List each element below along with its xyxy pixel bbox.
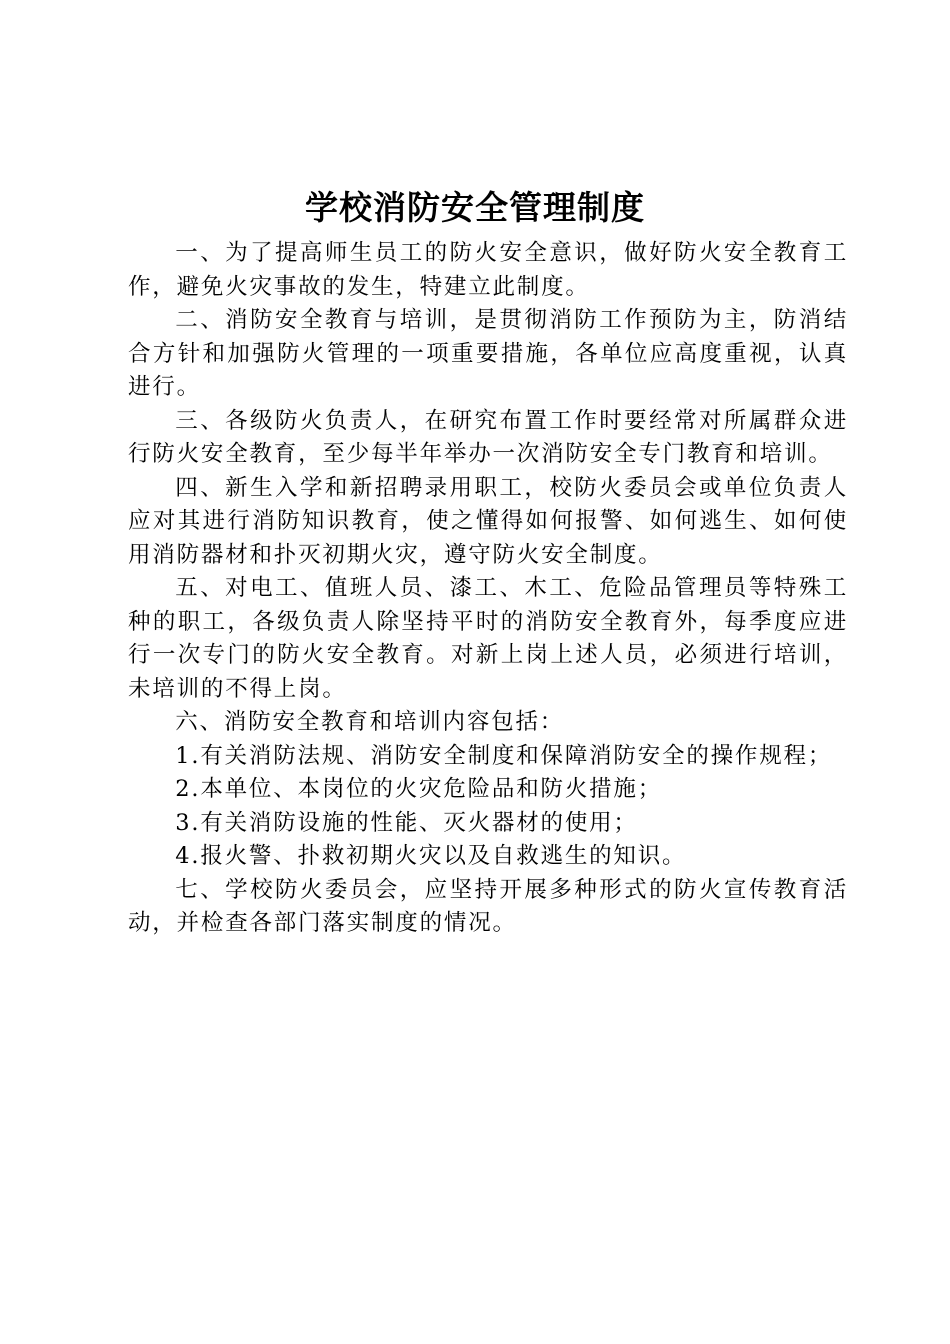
paragraph-4: 四、新生入学和新招聘录用职工，校防火委员会或单位负责人应对其进行消防知识教育，使之懂得如何报警、如何逃生、如何使用消防器材和扑灭初期火灾，遵守防火安全制度。: [128, 474, 848, 568]
paragraph-6: 六、消防安全教育和培训内容包括：: [175, 709, 565, 735]
paragraph-5: 五、对电工、值班人员、漆工、木工、危险品管理员等特殊工种的职工，各级负责人除坚持平时的消防安全教育外，每季度应进行一次专门的防火安全教育。对新上岗上述人员，必须进行培训，未培训的不得上岗。: [128, 575, 848, 702]
list-item-4: 4.报火警、扑救初期火灾以及自救逃生的知识。: [175, 843, 687, 869]
list-item-1: 1.有关消防法规、消防安全制度和保障消防安全的操作规程；: [175, 742, 833, 769]
document-body: [128, 237, 848, 941]
paragraph-7: 七、学校防火委员会，应坚持开展多种形式的防火宣传教育活动，并检查各部门落实制度的情况。: [128, 876, 848, 936]
list-item-2: 2.本单位、本岗位的火灾危险品和防火措施；: [175, 776, 663, 802]
document-title: 学校消防安全管理制度: [305, 188, 645, 227]
paragraph-2: 二、消防安全教育与培训，是贯彻消防工作预防为主，防消结合方针和加强防火管理的一项重要措施，各单位应高度重视，认真进行。: [128, 307, 848, 400]
list-item-3: 3.有关消防设施的性能、灭火器材的使用；: [175, 809, 638, 836]
paragraph-1: 一、为了提高师生员工的防火安全意识，做好防火安全教育工作，避免火灾事故的发生，特建立此制度。: [128, 240, 848, 300]
paragraph-3: 三、各级防火负责人，在研究布置工作时要经常对所属群众进行防火安全教育，至少每半年举办一次消防安全专门教育和培训。: [128, 407, 848, 467]
